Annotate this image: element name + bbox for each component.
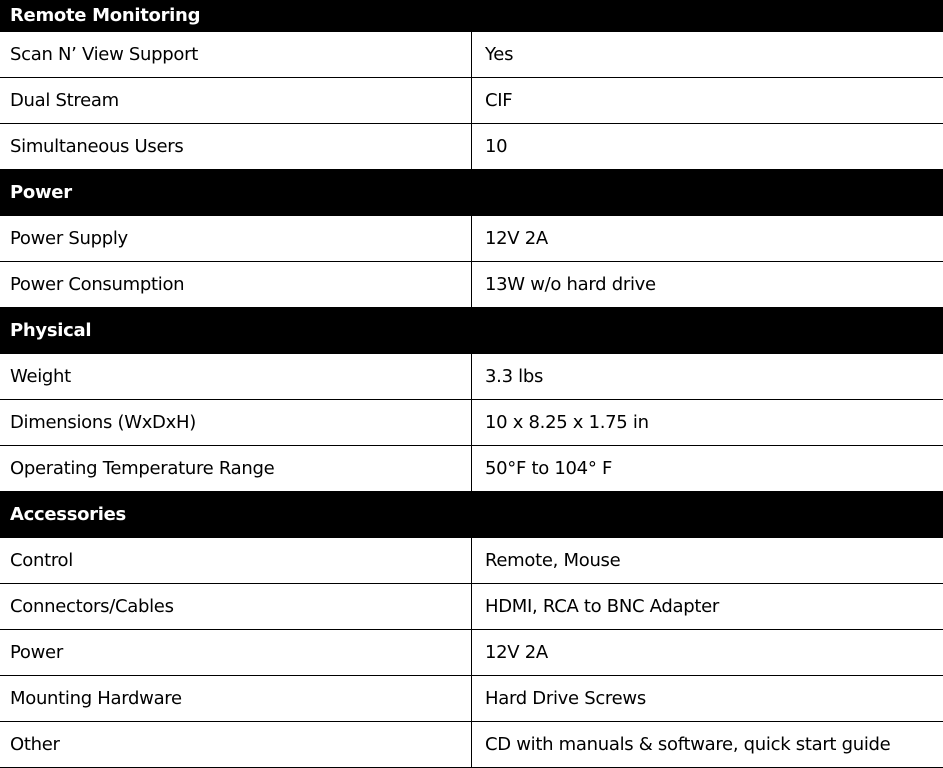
- spec-value: CIF: [472, 78, 943, 124]
- spec-value: 12V 2A: [472, 630, 943, 676]
- spec-value: 3.3 lbs: [472, 354, 943, 400]
- spec-label: Mounting Hardware: [0, 676, 472, 722]
- table-row: [0, 78, 943, 124]
- spec-value: 12V 2A: [472, 216, 943, 262]
- table-row: [0, 676, 943, 722]
- spec-label: Dimensions (WxDxH): [0, 400, 472, 446]
- spec-label: Operating Temperature Range: [0, 446, 472, 492]
- section-header: [0, 0, 943, 32]
- table-row: [0, 400, 943, 446]
- spec-value: Remote, Mouse: [472, 538, 943, 584]
- table-row: [0, 124, 943, 170]
- spec-label: Dual Stream: [0, 78, 472, 124]
- spec-label: Connectors/Cables: [0, 584, 472, 630]
- spec-value: CD with manuals & software, quick start guide: [472, 722, 943, 768]
- section-header: [0, 492, 943, 538]
- section-title: Power: [0, 170, 943, 216]
- table-row: [0, 722, 943, 768]
- spec-value: 10 x 8.25 x 1.75 in: [472, 400, 943, 446]
- spec-value: Yes: [472, 32, 943, 78]
- spec-value: 13W w/o hard drive: [472, 262, 943, 308]
- spec-label: Power Supply: [0, 216, 472, 262]
- spec-value: HDMI, RCA to BNC Adapter: [472, 584, 943, 630]
- spec-value: 10: [472, 124, 943, 170]
- spec-label: Power: [0, 630, 472, 676]
- table-row: [0, 630, 943, 676]
- spec-label: Other: [0, 722, 472, 768]
- table-row: [0, 354, 943, 400]
- spec-value: Hard Drive Screws: [472, 676, 943, 722]
- table-row: [0, 538, 943, 584]
- table-row: [0, 262, 943, 308]
- spec-label: Power Consumption: [0, 262, 472, 308]
- spec-label: Weight: [0, 354, 472, 400]
- section-title: Physical: [0, 308, 943, 354]
- section-header: [0, 308, 943, 354]
- spec-label: Simultaneous Users: [0, 124, 472, 170]
- section-title: Remote Monitoring: [0, 0, 943, 32]
- spec-label: Scan N’ View Support: [0, 32, 472, 78]
- section-title: Accessories: [0, 492, 943, 538]
- spec-label: Control: [0, 538, 472, 584]
- table-row: [0, 32, 943, 78]
- table-row: [0, 216, 943, 262]
- table-row: [0, 446, 943, 492]
- section-header: [0, 170, 943, 216]
- spec-value: 50°F to 104° F: [472, 446, 943, 492]
- table-row: [0, 584, 943, 630]
